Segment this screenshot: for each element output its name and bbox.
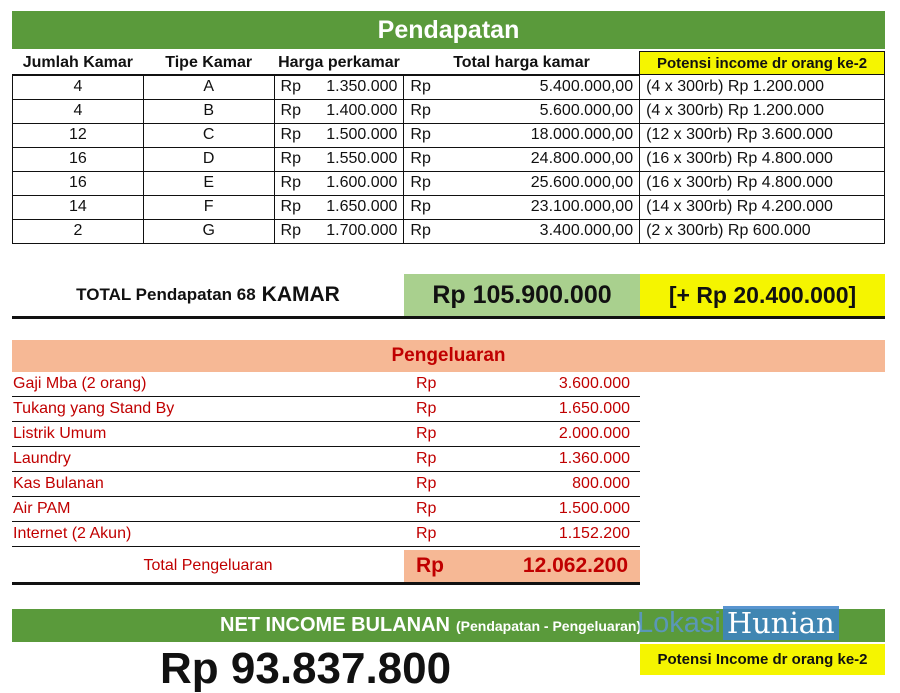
currency-label: Rp [410, 126, 431, 143]
expense-name: Tukang yang Stand By [13, 400, 175, 417]
expense-name: Gaji Mba (2 orang) [13, 375, 147, 392]
currency-label: Rp [410, 102, 431, 119]
pengeluaran-title: Pengeluaran [12, 340, 885, 372]
income-row [13, 219, 885, 243]
cell-total-harga [404, 171, 640, 195]
cell-potensi: (2 x 300rb) Rp 600.000 [640, 219, 885, 243]
currency-label: Rp [410, 150, 431, 167]
expense-value: 1.500.000 [558, 500, 630, 517]
total-value: 25.600.000,00 [530, 174, 634, 191]
cell-harga-perkamar [274, 195, 404, 219]
cell-tipe-kamar: D [143, 147, 274, 171]
cell-tipe-kamar: A [143, 75, 274, 100]
expense-row [12, 422, 640, 447]
currency-label: Rp [410, 78, 431, 95]
income-header-row [13, 52, 885, 75]
income-row [13, 195, 885, 219]
expense-currency: Rp [416, 375, 437, 392]
expense-row [12, 447, 640, 472]
total-pengeluaran-amount: 12.062.200 [522, 554, 628, 577]
net-income-title: NET INCOME BULANAN [220, 614, 450, 636]
harga-value: 1.600.000 [326, 174, 398, 191]
total-value: 23.100.000,00 [530, 198, 634, 215]
harga-value: 1.700.000 [326, 222, 398, 239]
expense-row [12, 522, 640, 547]
expense-currency: Rp [416, 400, 437, 417]
cell-tipe-kamar: B [143, 99, 274, 123]
expense-row [12, 372, 640, 397]
cell-harga-perkamar [274, 123, 404, 147]
expense-currency: Rp [416, 450, 437, 467]
expense-row [12, 397, 640, 422]
harga-value: 1.400.000 [326, 102, 398, 119]
income-row [13, 123, 885, 147]
cell-potensi: (14 x 300rb) Rp 4.200.000 [640, 195, 885, 219]
total-value: 5.600.000,00 [539, 102, 634, 119]
expense-value: 800.000 [572, 475, 630, 492]
cell-jumlah-kamar: 4 [13, 75, 144, 100]
total-value: 24.800.000,00 [530, 150, 634, 167]
expense-currency: Rp [416, 425, 437, 442]
cell-total-harga [404, 219, 640, 243]
expense-value: 1.360.000 [558, 450, 630, 467]
expense-currency: Rp [416, 500, 437, 517]
cell-total-harga [404, 99, 640, 123]
cell-harga-perkamar [274, 147, 404, 171]
cell-harga-perkamar [274, 99, 404, 123]
total-potensi-bonus: [+ Rp 20.400.000] [640, 274, 885, 316]
currency-label: Rp [280, 102, 301, 119]
total-pengeluaran-value [404, 550, 640, 582]
cell-tipe-kamar: C [143, 123, 274, 147]
cell-jumlah-kamar: 12 [13, 123, 144, 147]
header-jumlah-kamar: Jumlah Kamar [13, 52, 144, 75]
income-row [13, 147, 885, 171]
header-tipe-kamar: Tipe Kamar [143, 52, 274, 75]
net-income-value: Rp 93.837.800 [160, 644, 452, 693]
expense-row [12, 472, 640, 497]
income-table [12, 51, 885, 244]
cell-total-harga [404, 123, 640, 147]
currency-label: Rp [280, 150, 301, 167]
cell-potensi: (4 x 300rb) Rp 1.200.000 [640, 99, 885, 123]
expense-name: Listrik Umum [13, 425, 107, 442]
harga-value: 1.650.000 [326, 198, 398, 215]
total-value: 18.000.000,00 [530, 126, 634, 143]
currency-label: Rp [280, 198, 301, 215]
expense-currency: Rp [416, 475, 437, 492]
income-row [13, 75, 885, 100]
harga-value: 1.350.000 [326, 78, 398, 95]
cell-tipe-kamar: F [143, 195, 274, 219]
total-pengeluaran-currency: Rp [416, 554, 444, 577]
total-label-text: TOTAL Pendapatan 68 [76, 285, 256, 304]
header-harga-perkamar: Harga perkamar [274, 52, 404, 75]
net-income-subtitle: (Pendapatan - Pengeluaran) [456, 617, 642, 634]
expense-row [12, 497, 640, 522]
expense-name: Air PAM [13, 500, 71, 517]
total-pendapatan-label [12, 274, 404, 316]
watermark-text-lokasi: Lokasi [637, 606, 721, 639]
cell-tipe-kamar: E [143, 171, 274, 195]
cell-tipe-kamar: G [143, 219, 274, 243]
cell-potensi: (16 x 300rb) Rp 4.800.000 [640, 171, 885, 195]
harga-value: 1.500.000 [326, 126, 398, 143]
cell-potensi: (4 x 300rb) Rp 1.200.000 [640, 75, 885, 100]
income-row [13, 171, 885, 195]
total-label-suffix: KAMAR [261, 283, 340, 306]
total-value: 5.400.000,00 [539, 78, 634, 95]
watermark-text-hunian: Hunian [723, 606, 839, 640]
cell-jumlah-kamar: 16 [13, 171, 144, 195]
expense-value: 3.600.000 [558, 375, 630, 392]
currency-label: Rp [280, 222, 301, 239]
total-pendapatan-value: Rp 105.900.000 [404, 274, 640, 316]
currency-label: Rp [410, 222, 431, 239]
cell-jumlah-kamar: 16 [13, 147, 144, 171]
income-row [13, 99, 885, 123]
cell-total-harga [404, 195, 640, 219]
cell-total-harga [404, 147, 640, 171]
cell-jumlah-kamar: 4 [13, 99, 144, 123]
expense-value: 1.152.200 [558, 525, 630, 542]
currency-label: Rp [410, 174, 431, 191]
currency-label: Rp [280, 126, 301, 143]
cell-harga-perkamar [274, 171, 404, 195]
watermark-logo [637, 606, 839, 640]
net-potensi-label: Potensi Income dr orang ke-2 [640, 644, 885, 675]
expense-name: Laundry [13, 450, 71, 467]
expense-value: 2.000.000 [558, 425, 630, 442]
cell-potensi: (12 x 300rb) Rp 3.600.000 [640, 123, 885, 147]
currency-label: Rp [410, 198, 431, 215]
cell-harga-perkamar [274, 219, 404, 243]
currency-label: Rp [280, 174, 301, 191]
expense-currency: Rp [416, 525, 437, 542]
harga-value: 1.550.000 [326, 150, 398, 167]
expense-name: Internet (2 Akun) [13, 525, 132, 542]
pengeluaran-underline [12, 582, 640, 585]
pendapatan-title: Pendapatan [12, 11, 885, 49]
total-value: 3.400.000,00 [539, 222, 634, 239]
cell-harga-perkamar [274, 75, 404, 100]
cell-jumlah-kamar: 14 [13, 195, 144, 219]
cell-total-harga [404, 75, 640, 100]
cell-jumlah-kamar: 2 [13, 219, 144, 243]
total-pengeluaran-label: Total Pengeluaran [143, 557, 273, 574]
currency-label: Rp [280, 78, 301, 95]
header-total-harga: Total harga kamar [404, 52, 640, 75]
expense-name: Kas Bulanan [13, 475, 104, 492]
header-potensi: Potensi income dr orang ke-2 [640, 52, 885, 75]
expense-value: 1.650.000 [558, 400, 630, 417]
expense-list [12, 372, 640, 547]
cell-potensi: (16 x 300rb) Rp 4.800.000 [640, 147, 885, 171]
